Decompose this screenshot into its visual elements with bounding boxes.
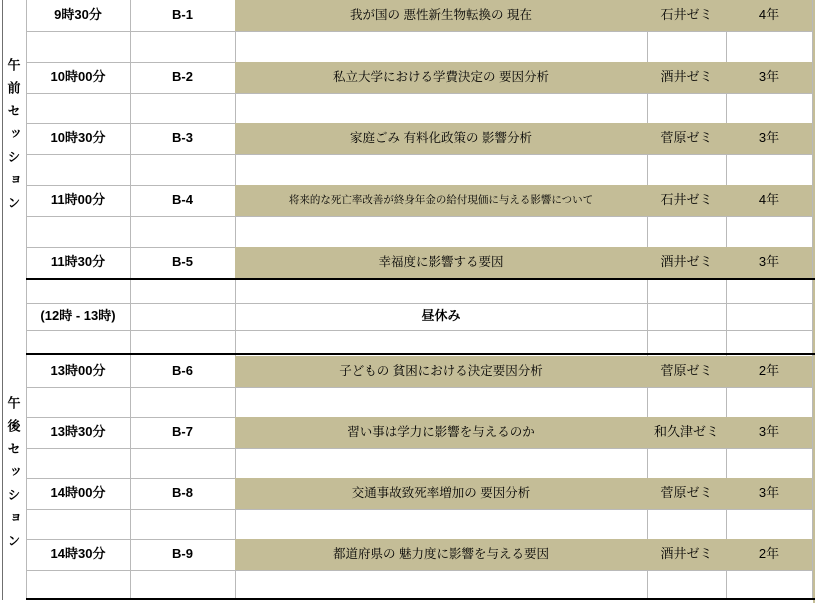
year-cell: 3年: [758, 69, 780, 85]
time-cell: 10時30分: [50, 130, 106, 146]
title-cell: 我が国の 悪性新生物転換の 現在: [350, 7, 532, 22]
year-cell: 3年: [758, 130, 780, 146]
time-cell: 14時30分: [50, 546, 106, 562]
seminar-cell: 菅原ゼミ: [660, 130, 713, 146]
time-cell: 13時00分: [50, 363, 106, 379]
row-band: [235, 0, 812, 31]
lunch-label-cell: 昼休み: [421, 308, 461, 324]
seminar-cell: 酒井ゼミ: [660, 546, 713, 562]
seminar-cell: 酒井ゼミ: [660, 254, 713, 270]
title-cell: 幸福度に影響する要因: [378, 254, 504, 269]
time-cell: 10時00分: [50, 69, 106, 85]
year-cell: 2年: [758, 546, 780, 562]
grid-line-horizontal: [26, 387, 812, 388]
title-cell: 交通事故致死率増加の 要因分析: [351, 485, 531, 500]
grid-line-horizontal: [26, 154, 812, 155]
grid-line-horizontal: [26, 509, 812, 510]
seminar-cell: 酒井ゼミ: [660, 69, 713, 85]
grid-line-horizontal: [26, 330, 812, 331]
title-cell: 子どもの 貧困における決定要因分析: [339, 363, 543, 378]
time-cell: 9時30分: [54, 7, 102, 23]
grid-line-horizontal: [26, 570, 812, 571]
row-band: [235, 62, 812, 93]
year-cell: 3年: [758, 485, 780, 501]
year-cell: 2年: [758, 363, 780, 379]
id-cell: B-9: [172, 546, 193, 562]
row-band: [235, 539, 812, 570]
row-band: [235, 247, 812, 278]
section-border-afternoon-top: [26, 353, 815, 355]
year-cell: 3年: [758, 424, 780, 440]
year-cell: 4年: [758, 7, 780, 23]
seminar-cell: 菅原ゼミ: [660, 485, 713, 501]
id-cell: B-8: [172, 485, 193, 501]
year-cell: 3年: [758, 254, 780, 270]
title-cell: 私立大学における学費決定の 要因分析: [333, 69, 549, 84]
seminar-cell: 石井ゼミ: [660, 192, 713, 208]
row-band: [235, 356, 812, 387]
id-cell: B-1: [172, 7, 193, 23]
grid-line-horizontal: [26, 216, 812, 217]
session-label-afternoon: 午後セッション: [5, 396, 21, 557]
title-cell: 将来的な死亡率改善が終身年金の給付現価に与える影響について: [288, 193, 594, 206]
row-band: [235, 185, 812, 216]
year-cell: 4年: [758, 192, 780, 208]
time-cell: 14時00分: [50, 485, 106, 501]
section-border-morning-bottom: [26, 278, 815, 280]
time-cell: 11時30分: [50, 254, 106, 270]
title-cell: 家庭ごみ 有料化政策の 影響分析: [350, 130, 532, 145]
id-cell: B-4: [172, 192, 193, 208]
title-cell: 都道府県の 魅力度に影響を与える要因: [333, 546, 549, 561]
id-cell: B-3: [172, 130, 193, 146]
grid-line-vertical: [812, 0, 813, 599]
grid-line-horizontal: [26, 448, 812, 449]
row-band: [235, 417, 812, 448]
title-cell: 習い事は学力に影響を与えるのか: [347, 424, 535, 439]
seminar-cell: 和久津ゼミ: [653, 424, 719, 440]
id-cell: B-6: [172, 363, 193, 379]
id-cell: B-7: [172, 424, 193, 440]
id-cell: B-5: [172, 254, 193, 270]
time-cell: 11時00分: [50, 192, 106, 208]
seminar-cell: 石井ゼミ: [660, 7, 713, 23]
time-cell: 13時30分: [50, 424, 106, 440]
lunch-time-cell: (12時 - 13時): [40, 308, 116, 324]
id-cell: B-2: [172, 69, 193, 85]
row-band: [235, 478, 812, 509]
seminar-cell: 菅原ゼミ: [660, 363, 713, 379]
grid-line-horizontal: [26, 31, 812, 32]
grid-line-horizontal: [26, 93, 812, 94]
row-band: [235, 123, 812, 154]
session-label-morning: 午前セッション: [5, 58, 21, 219]
table-bottom-border: [26, 598, 815, 600]
